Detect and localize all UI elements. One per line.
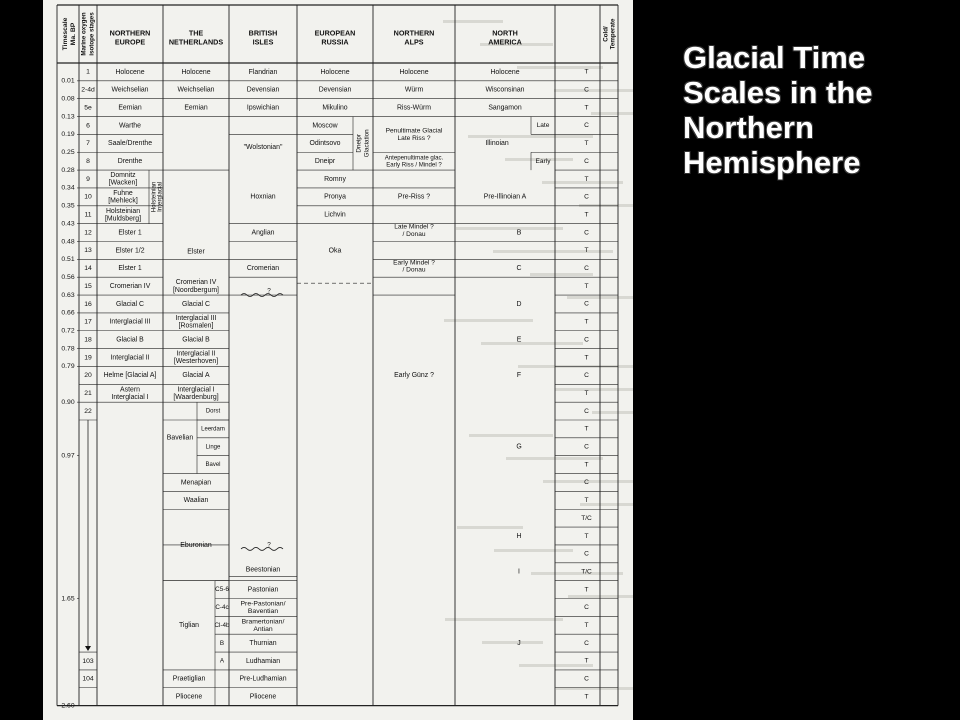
scan-texture (531, 572, 623, 575)
cold-temperate-value: T/C (581, 568, 592, 576)
scan-texture (456, 227, 563, 230)
tiglian-substage: A (219, 657, 225, 665)
scan-texture (591, 112, 633, 115)
russia-cell: Pronya (324, 193, 346, 201)
stage-label: 11 (84, 211, 92, 219)
cold-temperate-value: T (584, 247, 589, 255)
north-america-letter: J (517, 639, 521, 647)
age-label: 0.25 (61, 149, 75, 157)
north-america-cell: Holocene (490, 68, 520, 76)
cold-temperate-value: C (584, 157, 589, 165)
north-america-letter: G (516, 443, 522, 451)
northern-europe-cell: Interglacial II (110, 354, 150, 362)
british-cell: Pastonian (247, 586, 279, 594)
age-label: 0.01 (61, 77, 75, 85)
british-cell: ? (267, 541, 271, 549)
northern-europe-cell: Saale/Drenthe (107, 140, 153, 148)
north-america-cell: Sangamon (488, 104, 522, 112)
age-label: 0.35 (61, 202, 75, 210)
russia-cell: Holocene (320, 68, 350, 76)
header-region: NETHERLANDS (168, 37, 224, 47)
age-label: 0.34 (61, 184, 75, 192)
north-america-cell: Illinoian (485, 140, 509, 148)
tiglian-substage: C-4c (215, 604, 229, 612)
north-america-letter: B (516, 229, 522, 237)
stage-label: 7 (86, 140, 90, 148)
tiglian-substage: C5-6 (215, 586, 229, 594)
scan-texture (493, 250, 613, 253)
header-region: ISLES (252, 37, 274, 47)
header-region: EUROPEAN (314, 28, 356, 38)
cold-temperate-value: C (584, 372, 589, 380)
british-cell: Ludhamian (245, 657, 281, 665)
cold-temperate-value: C (584, 122, 589, 130)
british-cell: Pliocene (249, 693, 277, 701)
stage-label: 19 (84, 354, 92, 362)
northern-europe-cell: Domnitz (110, 172, 136, 180)
header-region: NORTHERN (109, 28, 151, 38)
netherlands-cell: Glacial B (182, 336, 210, 344)
cold-temperate-value: C (584, 407, 589, 415)
netherlands-cell: Glacial A (182, 372, 210, 380)
netherlands-cell: Interglacial III (175, 314, 217, 322)
header-region: AMERICA (488, 37, 522, 47)
northern-europe-cell: Interglacial III (109, 318, 151, 326)
northern-europe-cell: Drenthe (117, 158, 143, 166)
north-america-cell: Early (535, 157, 551, 165)
netherlands-cell: Tiglian (178, 622, 200, 630)
stage-label: 1 (86, 68, 90, 76)
age-label: 0.79 (61, 363, 75, 371)
age-label: 0.51 (61, 256, 75, 264)
slide-title-line: Hemisphere (683, 145, 861, 180)
northern-europe-cell: Elster 1/2 (115, 247, 145, 255)
alps-cell: / Donau (402, 266, 426, 274)
russia-cell: Lichvin (324, 211, 346, 219)
holsteinian-interglacial-label: Holsteinian (150, 181, 158, 213)
cold-temperate-value: T (584, 461, 589, 469)
netherlands-cell: Interglacial II (176, 350, 216, 358)
holsteinian-interglacial-label: Interglacial (156, 181, 164, 212)
british-cell: Devensian (246, 86, 280, 94)
alps-cell: Würm (404, 86, 424, 94)
bavelian-substage: Linge (205, 444, 221, 451)
age-label: 0.56 (61, 273, 75, 281)
cold-temperate-value: T (584, 282, 589, 290)
alps-cell: Antepenultimate glac. (384, 154, 444, 162)
british-cell: Thurnian (249, 639, 277, 647)
cold-temperate-value: C (584, 675, 589, 683)
scan-texture (592, 411, 633, 414)
cold-temperate-value: C (584, 300, 589, 308)
header-region: ALPS (404, 37, 424, 47)
header-cold-temperate: Cold/ (602, 26, 610, 42)
alps-cell: Riss-Würm (396, 104, 432, 112)
stage-label: 18 (84, 336, 92, 344)
alps-cell: Early Günz ? (394, 372, 434, 380)
northern-europe-cell: [Wacken] (108, 179, 138, 187)
age-label: 0.19 (61, 131, 75, 139)
scan-texture (481, 342, 583, 345)
cold-temperate-value: T (584, 622, 589, 630)
alps-cell: Late Riss ? (397, 134, 431, 142)
slide-title-line: Scales in the (683, 75, 873, 110)
stage-label: 8 (86, 157, 90, 165)
northern-europe-cell: Holocene (115, 68, 145, 76)
stage-label: 22 (84, 407, 92, 415)
stage-label: 13 (84, 247, 92, 255)
header-region: RUSSIA (321, 37, 349, 47)
age-label: 0.66 (61, 309, 75, 317)
russia-cell: Romny (324, 175, 346, 183)
northern-europe-cell: Glacial B (116, 336, 144, 344)
british-cell: Ipswichian (246, 104, 280, 112)
northern-europe-cell: Elster 1 (118, 265, 142, 273)
netherlands-cell: Waalian (183, 497, 209, 505)
age-label: 0.08 (61, 95, 75, 103)
scan-texture (506, 457, 603, 460)
stage-label: 6 (86, 122, 90, 130)
age-label: 0.78 (61, 345, 75, 353)
alps-cell: Pre-Riss ? (397, 193, 431, 201)
northern-europe-cell: [Muldsberg] (104, 215, 142, 223)
british-cell: Anglian (251, 229, 275, 237)
cold-temperate-value: C (584, 265, 589, 273)
cold-temperate-value: T (584, 389, 589, 397)
scan-texture (554, 86, 633, 94)
scan-texture (445, 618, 563, 621)
cold-temperate-value: C (584, 193, 589, 201)
northern-europe-cell: Astern (120, 386, 140, 394)
northern-europe-cell: Holsteinian (105, 207, 141, 215)
cold-temperate-value: C (584, 86, 589, 94)
british-wavy-boundary (241, 547, 283, 550)
age-label: 0.72 (61, 327, 75, 335)
netherlands-cell: Pliocene (175, 693, 203, 701)
stage-label: 5e (84, 104, 92, 112)
header-mis: isotope stages (88, 12, 96, 56)
russia-cell: Dneipr (314, 158, 336, 166)
bavelian-substage: Leerdam (201, 426, 225, 433)
north-america-letter: C (516, 265, 522, 273)
cold-temperate-value: C (584, 479, 589, 487)
north-america-cell: Late (536, 122, 550, 130)
age-label: 0.63 (61, 291, 75, 299)
glacial-timescale-table (43, 0, 633, 720)
russia-cell: Mikulino (322, 104, 348, 112)
scan-texture (555, 388, 633, 391)
scan-texture (468, 135, 593, 138)
arrow-head (85, 646, 91, 651)
stage-label: 104 (82, 675, 94, 683)
age-label: 0.97 (61, 452, 75, 460)
header-mis: Marine oxygen (80, 12, 88, 56)
northern-europe-cell: Helme [Glacial A] (103, 372, 157, 380)
cold-temperate-value: T (584, 425, 589, 433)
british-cell: Flandrian (248, 68, 278, 76)
scan-texture (530, 273, 593, 276)
british-cell: Antian (253, 625, 273, 633)
netherlands-cell: Bavelian (166, 434, 194, 442)
scan-texture (444, 319, 533, 322)
netherlands-cell: Praetiglian (172, 675, 206, 683)
bavelian-substage: Bavel (205, 462, 221, 469)
scan-texture (469, 434, 553, 437)
cold-temperate-value: C (584, 639, 589, 647)
north-america-letter: D (516, 300, 522, 308)
age-label: 0.90 (61, 398, 75, 406)
british-cell: Baventian (247, 607, 279, 615)
british-cell: Bramertonian/ (241, 618, 285, 626)
age-label: 2.60 (61, 702, 75, 710)
northern-europe-cell: Warthe (119, 122, 141, 130)
northern-europe-cell: Eemian (118, 104, 142, 112)
netherlands-cell: Cromerian IV (175, 279, 217, 287)
cold-temperate-value: C (584, 443, 589, 451)
cold-temperate-value: T (584, 354, 589, 362)
scan-texture (542, 181, 623, 184)
header-timescale: Timescale (61, 17, 69, 51)
netherlands-cell: Menapian (180, 479, 212, 487)
cold-temperate-value: C (584, 550, 589, 558)
british-cell: "Wolstonian" (243, 144, 283, 152)
slide-title-line: Northern (683, 110, 814, 145)
alps-cell: Late Mindel ? (394, 223, 434, 231)
north-america-letter: H (516, 532, 522, 540)
british-cell: Beestonian (245, 566, 281, 574)
alps-cell: Holocene (399, 68, 429, 76)
stage-label: 2-4d (81, 86, 95, 94)
cold-temperate-value: T (584, 211, 589, 219)
tiglian-substage: Cl-4b (214, 621, 230, 629)
netherlands-cell: Glacial C (182, 300, 210, 308)
stage-label: 12 (84, 229, 92, 237)
cold-temperate-value: T/C (581, 514, 592, 522)
northern-europe-cell: Fuhne (113, 189, 133, 197)
scan-texture (568, 595, 633, 598)
slide-title-line: Glacial Time (683, 40, 866, 75)
header-region: EUROPE (114, 37, 146, 47)
bavelian-substage: Dorst (205, 408, 221, 415)
stage-label: 20 (84, 372, 92, 380)
netherlands-cell: Weichselian (177, 86, 215, 94)
russia-cell: Moscow (312, 122, 338, 130)
cold-temperate-value: T (584, 175, 589, 183)
chart-scan (43, 0, 633, 720)
scan-texture (517, 66, 603, 69)
dneipr-glaciation-label: Glaciation (363, 129, 371, 158)
northern-europe-cell: Glacial C (116, 300, 144, 308)
netherlands-cell: [Rosmalen] (178, 322, 214, 330)
cold-temperate-value: C (584, 336, 589, 344)
age-label: 0.28 (61, 166, 75, 174)
alps-cell: Early Mindel ? (393, 259, 435, 267)
stage-label: 103 (82, 657, 94, 665)
stage-label: 17 (84, 318, 92, 326)
north-america-cell: Wisconsinan (485, 86, 525, 94)
british-cell: Hoxnian (250, 193, 276, 201)
stage-label: 16 (84, 300, 92, 308)
cold-temperate-value: T (584, 140, 589, 148)
cold-temperate-value: C (584, 229, 589, 237)
netherlands-cell: Holocene (181, 68, 211, 76)
british-cell: Cromerian (246, 265, 280, 273)
scan-texture (494, 549, 573, 552)
cold-temperate-value: C (584, 604, 589, 612)
cold-temperate-value: T (584, 318, 589, 326)
cold-temperate-value: T (584, 586, 589, 594)
scan-texture (482, 641, 543, 644)
alps-cell: Penultimate Glacial (385, 127, 443, 135)
cold-temperate-value: T (584, 657, 589, 665)
age-label: 0.43 (61, 220, 75, 228)
cold-temperate-value: T (584, 532, 589, 540)
north-america-letter: E (516, 336, 522, 344)
stage-label: 15 (84, 282, 92, 290)
netherlands-cell: Elster (187, 248, 205, 256)
netherlands-cell: Eburonian (180, 541, 212, 549)
northern-europe-cell: Weichselian (111, 86, 149, 94)
slide-title (683, 40, 943, 180)
stage-label: 14 (84, 265, 92, 273)
russia-cell: Odintsovo (309, 140, 341, 148)
header-region: THE (188, 28, 204, 38)
header-timescale: Ma. BP (69, 22, 77, 46)
northern-europe-cell: Elster 1 (118, 229, 142, 237)
russia-cell: Oka (328, 247, 342, 255)
header-region: NORTHERN (393, 28, 435, 38)
netherlands-cell: Eemian (184, 104, 208, 112)
dneipr-glaciation-label: Dneipr (355, 134, 363, 153)
alps-cell: Early Riss / Mindel ? (386, 161, 442, 169)
netherlands-cell: [Westerhoven] (173, 358, 219, 366)
age-label: 1.65 (61, 595, 75, 603)
scan-texture (443, 20, 503, 23)
northern-europe-cell: Cromerian IV (109, 282, 151, 290)
age-label: 0.48 (61, 238, 75, 246)
stage-label: 10 (84, 193, 92, 201)
northern-europe-cell: Interglacial I (111, 393, 149, 401)
scan-texture (519, 664, 593, 667)
north-america-letter: I (518, 568, 520, 576)
cold-temperate-value: T (584, 104, 589, 112)
cold-temperate-value: T (584, 497, 589, 505)
alps-cell: / Donau (402, 231, 426, 239)
scan-texture (457, 526, 523, 529)
north-america-cell: Pre-Illinoian A (483, 193, 527, 201)
netherlands-cell: [Noordbergum] (173, 286, 219, 294)
netherlands-cell: Interglacial I (177, 386, 215, 394)
netherlands-cell: [Waardenburg] (173, 393, 219, 401)
age-label: 0.13 (61, 113, 75, 121)
header-region: BRITISH (248, 28, 278, 38)
stage-label: 9 (86, 175, 90, 183)
russia-cell: Devensian (318, 86, 352, 94)
stage-label: 21 (84, 390, 92, 398)
cold-temperate-value: T (584, 68, 589, 76)
british-cell: Pre-Ludhamian (239, 675, 287, 683)
british-cell: Pre-Pastonian/ (240, 600, 286, 608)
northern-europe-cell: [Mehleck] (108, 197, 138, 205)
header-region: NORTH (492, 28, 518, 38)
british-cell: ? (267, 287, 271, 295)
header-cold-temperate: Temperate (609, 18, 617, 50)
tiglian-substage: B (219, 639, 225, 647)
north-america-letter: F (516, 372, 522, 380)
cold-temperate-value: T (584, 693, 589, 701)
